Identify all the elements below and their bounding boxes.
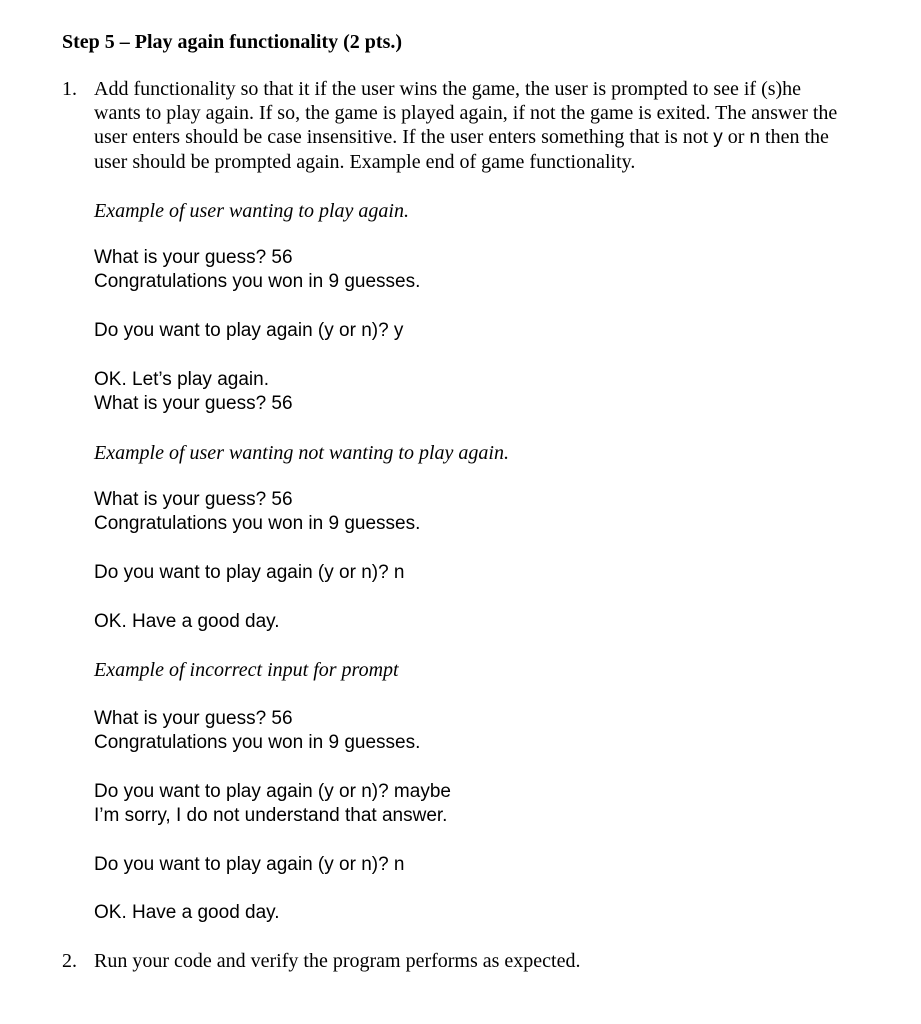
item-1-line-3-or: or [722,126,750,148]
item-2-text: Run your code and verify the program performs as expected. [94,950,581,972]
console-line: Congratulations you won in 9 guesses. [94,732,421,753]
console-line: Do you want to play again (y or n)? n [94,854,405,875]
example-3-output-a [94,707,420,755]
console-line: What is your guess? 56 [94,708,293,729]
console-line: Do you want to play again (y or n)? y [94,320,404,341]
example-3-output-b [94,780,451,828]
example-3-caption: Example of incorrect input for prompt [94,659,399,681]
console-line: OK. Have a good day. [94,902,280,923]
item-1-line-3b: then the [760,126,829,148]
console-line: What is your guess? 56 [94,247,293,268]
n-key-text: n [749,127,761,148]
item-1-line-3a: user enters should be case insensitive. If the user enters something that is not [94,126,714,148]
item-1-line-3 [94,125,884,150]
item-1-line-4: user should be prompted again. Example end of game functionality. [94,151,636,173]
item-1-line-2: wants to play again. If so, the game is played again, if not the game is exited. The answer the [94,102,838,124]
console-line: I’m sorry, I do not understand that answer. [94,805,448,826]
example-1-output-a [94,246,420,294]
console-line: What is your guess? 56 [94,489,293,510]
list-number-1: 1. [62,78,77,100]
console-line: OK. Have a good day. [94,611,280,632]
y-key-text: y [713,127,723,148]
list-number-2: 2. [62,950,77,972]
console-line: What is your guess? 56 [94,393,293,414]
item-1-text [94,77,884,174]
example-2-caption: Example of user wanting not wanting to play again. [94,442,509,464]
item-1-line-1: Add functionality so that it if the user wins the game, the user is prompted to see if (s)he [94,78,802,100]
example-1-output-b [94,368,293,416]
console-line: Congratulations you won in 9 guesses. [94,271,421,292]
console-line: Congratulations you won in 9 guesses. [94,513,421,534]
step-heading: Step 5 – Play again functionality (2 pts.) [62,31,403,53]
console-line: Do you want to play again (y or n)? n [94,562,405,583]
example-1-caption: Example of user wanting to play again. [94,200,409,222]
console-line: Do you want to play again (y or n)? maybe [94,781,451,802]
console-line: OK. Let’s play again. [94,369,269,390]
example-2-output-a [94,488,420,536]
